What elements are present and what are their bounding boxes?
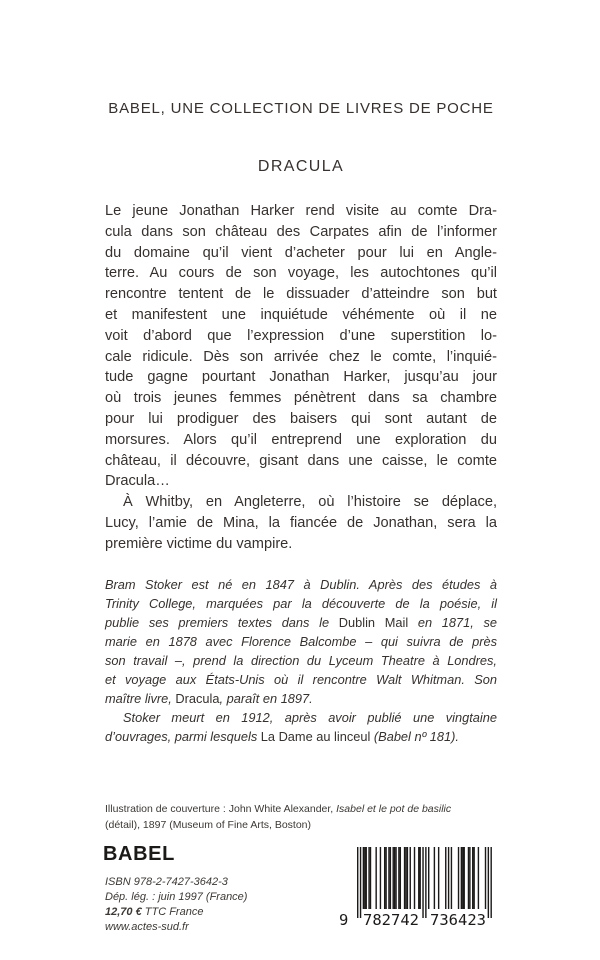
text-segment: (Babel nº 181). — [370, 729, 459, 744]
book-title: DRACULA — [257, 158, 345, 175]
text-line — [105, 201, 497, 222]
text-line — [105, 534, 497, 555]
text-line — [105, 243, 497, 264]
barcode-digit-group2: 736423 — [430, 911, 486, 929]
text-line — [105, 727, 497, 746]
text-segment: première victime du vampire. — [105, 535, 293, 552]
text-segment: cula dans son château des Carpates afin de l’informer — [105, 223, 497, 240]
text-segment: cale ridicule. Dès son arrivée chez le comte, l’inquié- — [105, 348, 497, 365]
text-segment: terre. Au cours de son voyage, les autochtones qu’il — [105, 265, 497, 282]
text-segment: , paraît en 1897. — [219, 691, 313, 706]
text-segment: marie en 1878 avec Florence Balcombe – qui suivra de près — [105, 634, 497, 649]
text-line — [105, 651, 497, 670]
text-segment: 12,70 € — [105, 906, 142, 918]
text-line — [105, 347, 497, 368]
text-line — [105, 492, 497, 513]
text-segment: TTC France — [141, 906, 204, 918]
text-segment: d’ouvrages, parmi lesquels — [105, 729, 261, 744]
text-segment: (détail), 1897 (Museum of Fine Arts, Boston) — [105, 818, 312, 831]
babel-logo: BABEL — [103, 843, 175, 865]
text-segment: Stoker meurt en 1912, après avoir publié une vingtaine — [123, 710, 497, 725]
text-line — [105, 430, 497, 451]
text-line — [105, 222, 497, 243]
text-line — [105, 613, 497, 632]
text-segment: tude gagne pourtant Jonathan Harker, jusqu’au jour — [105, 369, 497, 386]
author-bio — [105, 575, 497, 746]
text-segment: pour lui prodiguer des baisers qui sont autant de — [105, 410, 497, 427]
text-line — [105, 326, 497, 347]
text-segment: Trinity College, marquées par la découverte de la poésie, il — [105, 596, 497, 611]
text-segment: et manifestent une inquiétude véhémente où il ne — [105, 306, 497, 323]
text-line — [105, 513, 497, 534]
text-line — [105, 284, 497, 305]
text-segment: Lucy, l’amie de Mina, la fiancée de Jonathan, sera la — [105, 514, 497, 531]
text-segment: et voyage aux États-Unis où il rencontre Walt Whitman. Son — [105, 672, 497, 687]
text-line — [105, 818, 497, 834]
text-segment: Dracula… — [105, 473, 170, 490]
synopsis-text — [105, 201, 497, 555]
text-line — [105, 409, 497, 430]
text-segment: Isabel et le pot de basilic — [336, 803, 452, 815]
text-line — [105, 708, 497, 727]
text-segment: Dublin Mail — [338, 615, 409, 630]
barcode-digit-group1: 782742 — [363, 911, 419, 929]
barcode-digit-left: 9 — [339, 911, 349, 929]
text-segment: La Dame au linceul — [260, 729, 371, 744]
text-line — [105, 802, 497, 818]
text-segment: morsures. Alors qu’il entreprend une exploration du — [105, 431, 497, 448]
text-line — [105, 670, 497, 689]
text-segment: publie ses premiers textes dans le — [105, 615, 339, 630]
text-segment: rencontre tentent de le dissuader d’atteindre son but — [105, 286, 497, 303]
text-segment: en 1871, se — [408, 615, 497, 630]
text-segment: château, il découvre, gisant dans une caisse, le comte — [105, 452, 497, 469]
text-line — [105, 471, 497, 492]
text-line — [105, 575, 497, 594]
text-segment: www.actes-sud.fr — [105, 921, 189, 933]
text-segment: ISBN 978-2-7427-3642-3 — [105, 876, 228, 888]
collection-header: BABEL, UNE COLLECTION DE LIVRES DE POCHE — [108, 100, 494, 117]
text-line — [105, 594, 497, 613]
text-line — [105, 367, 497, 388]
text-segment: Bram Stoker est né en 1847 à Dublin. Après des études à — [105, 577, 497, 592]
text-segment: Illustration de couverture : John White Alexander, — [105, 803, 337, 815]
text-line — [105, 263, 497, 284]
text-segment: Le jeune Jonathan Harker rend visite au comte Dra- — [105, 203, 497, 219]
text-line — [105, 689, 497, 708]
cover-illustration-credit — [105, 802, 497, 833]
text-segment: Dracula — [175, 691, 220, 706]
text-segment: son travail –, prend la direction du Lyceum Theatre à Londres, — [105, 653, 497, 668]
text-line — [105, 632, 497, 651]
text-segment: maître livre, — [105, 691, 176, 706]
text-line — [105, 451, 497, 472]
text-segment: où trois jeunes femmes pénètrent dans sa chambre — [105, 390, 497, 407]
text-line — [105, 305, 497, 326]
text-segment: Dép. lég. : juin 1997 (France) — [105, 891, 248, 903]
text-segment: À Whitby, en Angleterre, où l’histoire se déplace, — [123, 494, 497, 511]
text-line — [105, 388, 497, 409]
ean-barcode — [336, 845, 496, 933]
text-segment: voit d’abord que l’expression d’une superstition lo- — [105, 327, 497, 344]
text-segment: du domaine qu’il vient d’acheter pour lui en Angle- — [105, 244, 497, 261]
